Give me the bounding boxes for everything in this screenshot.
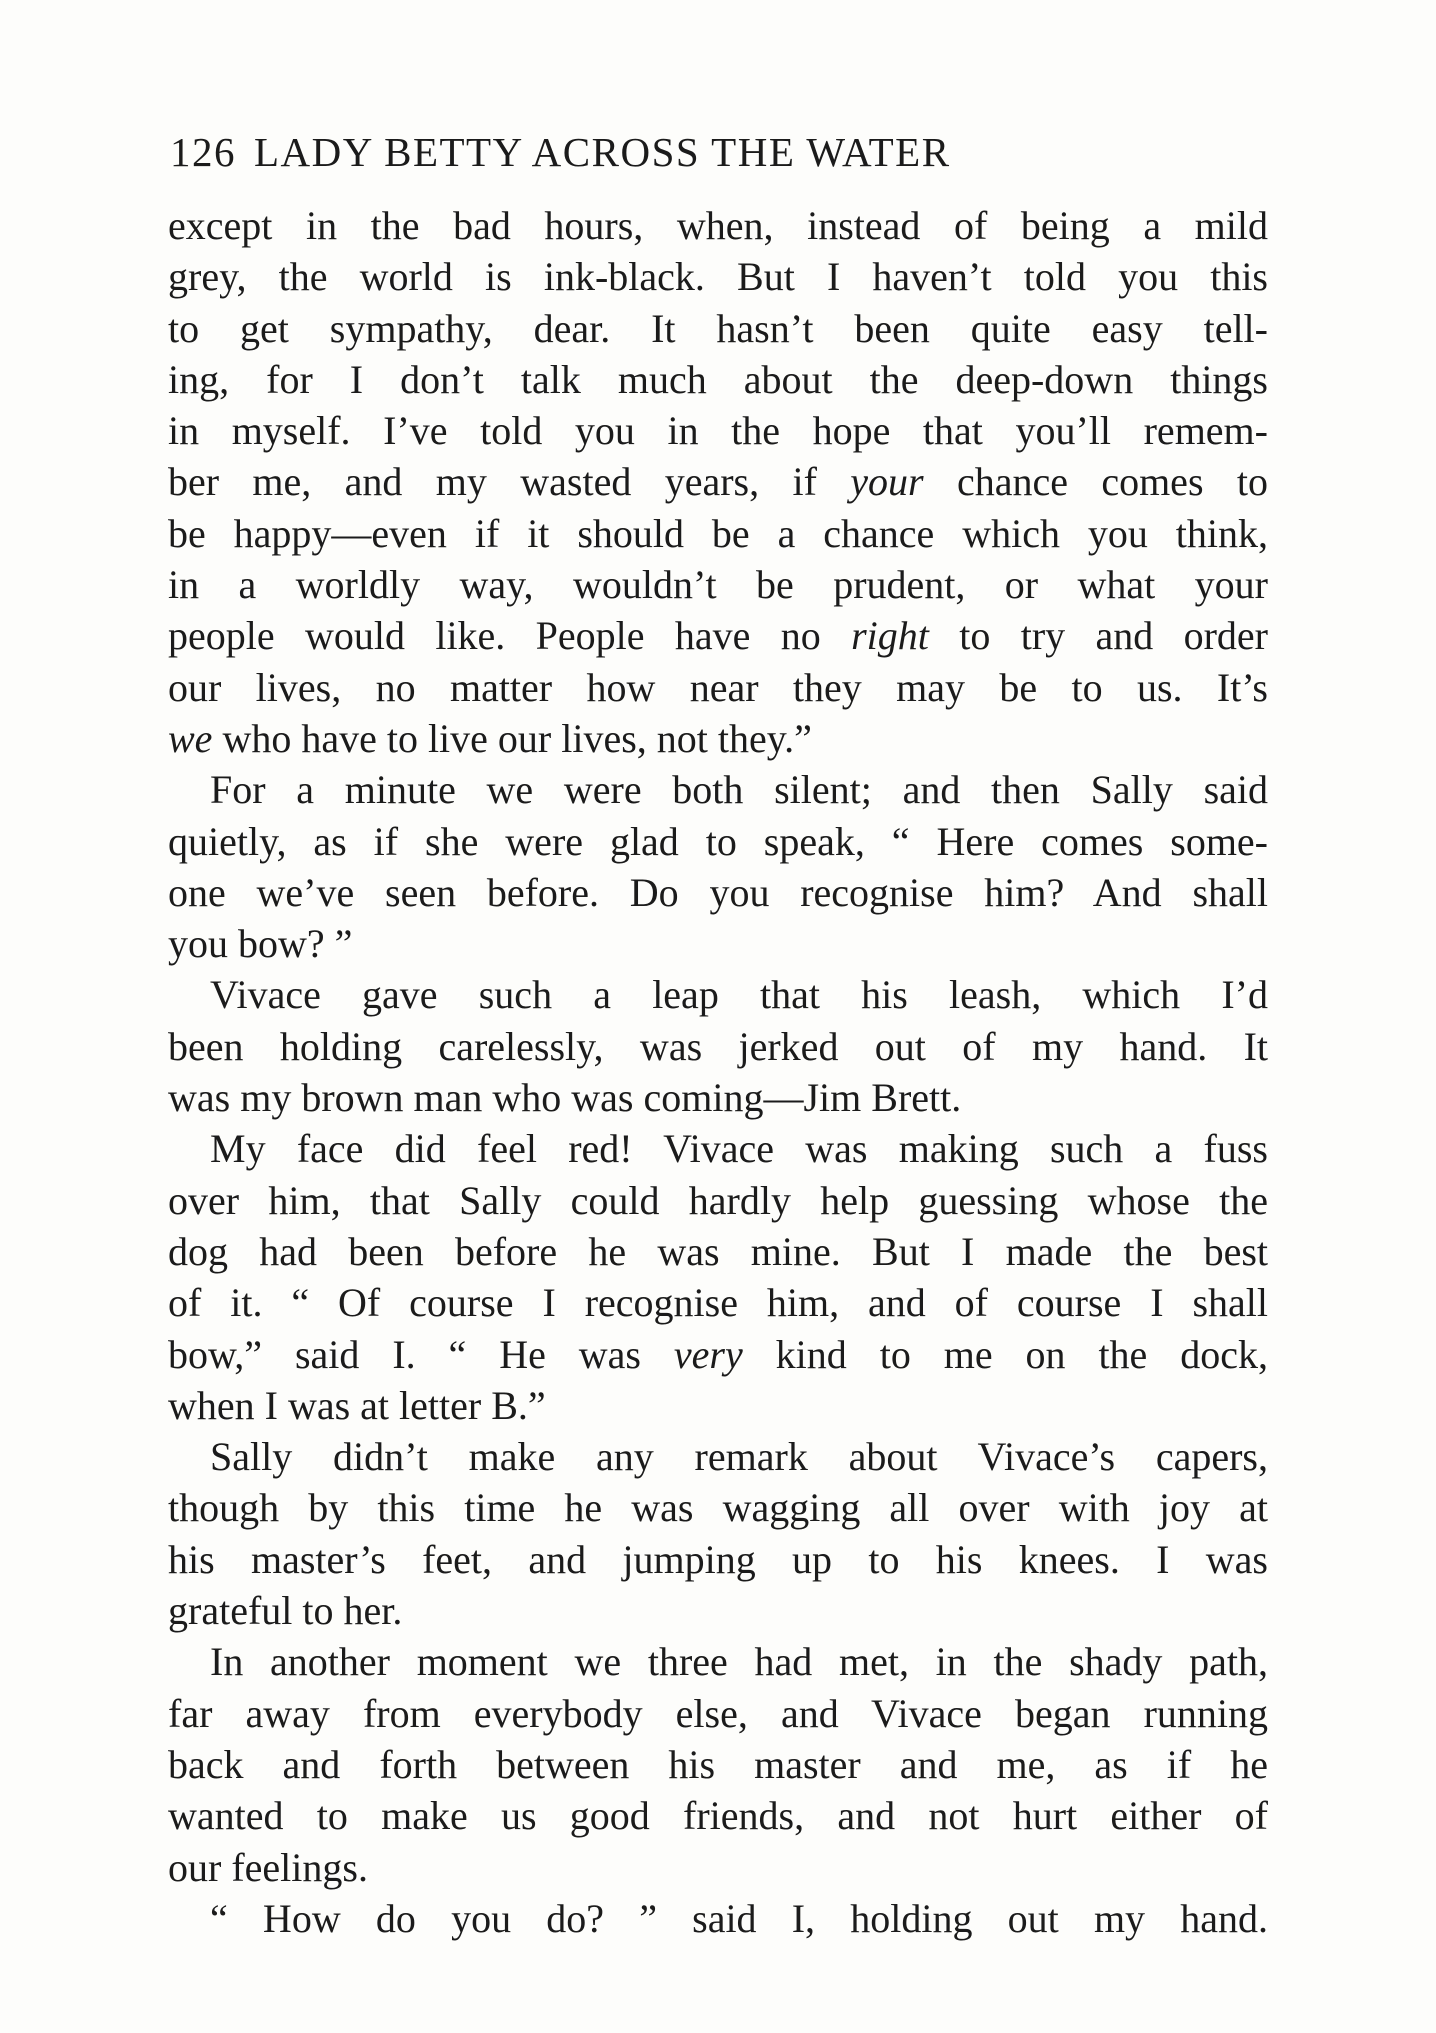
text-line: his master’s feet, and jumping up to his knees. I was	[168, 1536, 1268, 1582]
body-text	[168, 200, 1268, 1944]
paragraph-start-line: For a minute we were both silent; and then Sally said	[210, 767, 1268, 813]
text-line: wanted to make us good friends, and not hurt either of	[168, 1793, 1268, 1839]
italic-emphasis: your	[850, 459, 924, 505]
running-head	[170, 122, 1270, 182]
text-line: when I was at letter B.”	[168, 1382, 546, 1428]
text-line: ing, for I don’t talk much about the deep-down things	[168, 356, 1268, 402]
text-line: our feelings.	[168, 1844, 368, 1890]
text-line: over him, that Sally could hardly help guessing whose the	[168, 1177, 1268, 1223]
paragraph-start-line: Vivace gave such a leap that his leash, which I’d	[210, 972, 1268, 1018]
text-line: one we’ve seen before. Do you recognise him? And shall	[168, 869, 1268, 915]
text-line: be happy—even if it should be a chance which you think,	[168, 510, 1268, 556]
text-line: been holding carelessly, was jerked out of my hand. It	[168, 1023, 1268, 1069]
text-line: grateful to her.	[168, 1588, 403, 1634]
text-line: our lives, no matter how near they may be to us. It’s	[168, 664, 1268, 710]
text-line: quietly, as if she were glad to speak, “ Here comes some-	[168, 818, 1268, 864]
text-line: grey, the world is ink-black. But I haven’t told you this	[168, 254, 1268, 300]
paragraph-start-line: “ How do you do? ” said I, holding out my hand.	[210, 1895, 1268, 1941]
paragraph-start-line: Sally didn’t make any remark about Vivace’s capers,	[210, 1434, 1268, 1480]
text-line: except in the bad hours, when, instead of being a mild	[168, 203, 1268, 248]
paragraph-start-line: In another moment we three had met, in the shady path,	[210, 1639, 1268, 1685]
text-line: far away from everybody else, and Vivace began running	[168, 1690, 1268, 1736]
text-line: ber me, and my wasted years, if your chance comes to	[168, 459, 1268, 505]
page-number: 126	[170, 129, 236, 175]
text-line: to get sympathy, dear. It hasn’t been quite easy tell-	[168, 305, 1268, 351]
text-line: was my brown man who was coming—Jim Brett.	[168, 1075, 962, 1121]
text-line: though by this time he was wagging all over with joy at	[168, 1485, 1268, 1531]
text-line: we who have to live our lives, not they.”	[168, 715, 812, 761]
text-line: dog had been before he was mine. But I made the best	[168, 1228, 1268, 1274]
italic-emphasis: very	[673, 1331, 743, 1377]
text-line: in a worldly way, wouldn’t be prudent, or what your	[168, 562, 1268, 608]
text-line: bow,” said I. “ He was very kind to me on the dock,	[168, 1331, 1268, 1377]
text-line: back and forth between his master and me, as if he	[168, 1741, 1268, 1787]
text-line: people would like. People have no right to try and order	[168, 613, 1268, 659]
paragraph-start-line: My face did feel red! Vivace was making such a fuss	[210, 1126, 1268, 1172]
text-line: of it. “ Of course I recognise him, and of course I shall	[168, 1280, 1268, 1326]
text-line: you bow? ”	[168, 921, 353, 967]
text-line: in myself. I’ve told you in the hope that you’ll remem-	[168, 408, 1268, 454]
italic-emphasis: we	[168, 715, 213, 761]
italic-emphasis: right	[851, 613, 929, 659]
running-title: LADY BETTY ACROSS THE WATER	[254, 129, 951, 175]
